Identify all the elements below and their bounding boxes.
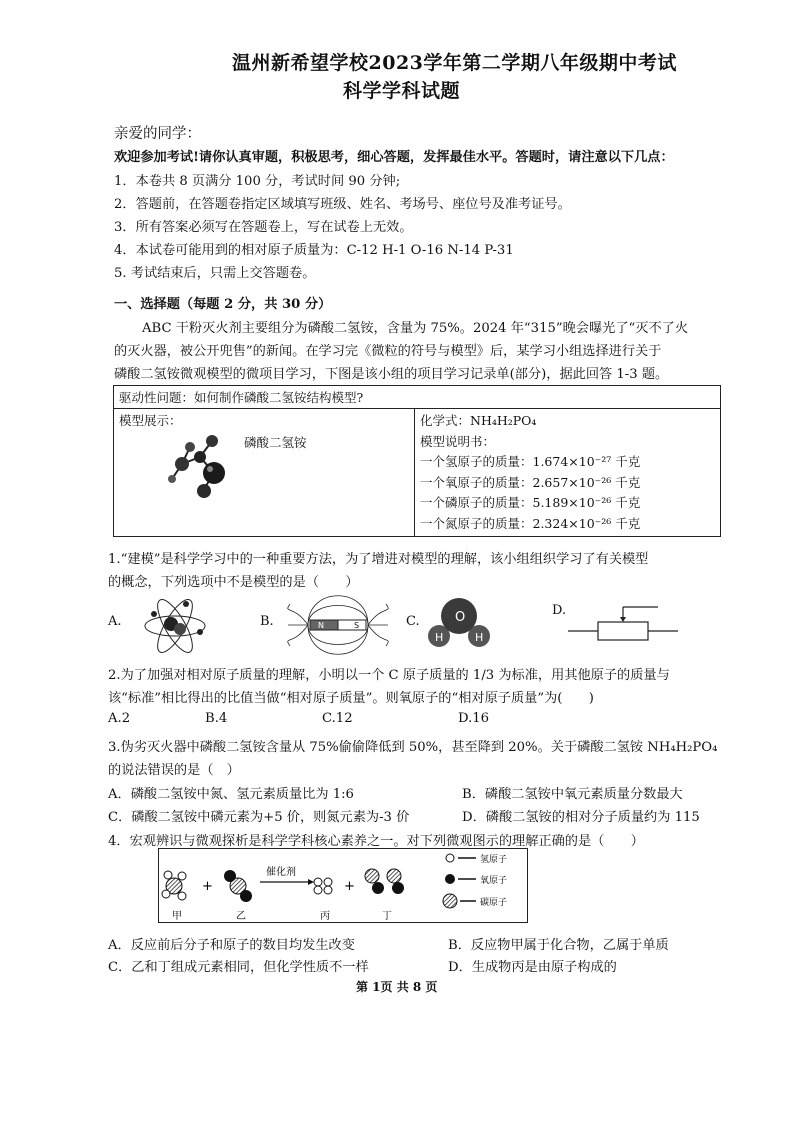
oxygen-legend-icon	[445, 874, 455, 884]
molecule-yi-icon	[224, 870, 252, 902]
q4-stem: 4．宏观辨识与微观探析是科学学科核心素养之一。对下列微观图示的理解正确的是（ ）	[108, 834, 644, 849]
legend-hydrogen: 氢原子	[480, 855, 508, 865]
q3-option-a: A．磷酸二氢铵中氮、氢元素质量比为 1:6	[108, 787, 354, 802]
note-5: 5. 考试结束后，只需上交答题卷。	[114, 266, 316, 281]
q1-option-c: C.	[406, 614, 420, 629]
model-name: 磷酸二氢铵	[244, 435, 307, 450]
mass-oxygen: 一个氧原子的质量：2.657×10⁻²⁶ 千克	[420, 474, 641, 490]
molecule-bing-icon	[314, 878, 332, 894]
molecule-jia-icon	[162, 871, 186, 900]
note-3: 3．所有答案必须写在答题卷上，写在试卷上无效。	[114, 220, 413, 235]
q2-option-b: B.4	[205, 711, 228, 726]
q3-option-d: D．磷酸二氢铵的相对分子质量约为 115	[462, 810, 700, 825]
q1-stem-2: 的概念，下列选项中不是模型的是（ ）	[108, 575, 359, 590]
mass-phosphorus: 一个磷原子的质量：5.189×10⁻²⁶ 千克	[420, 495, 641, 510]
q4-option-a: A．反应前后分子和原子的数目均发生改变	[108, 938, 355, 953]
q1-option-b: B.	[260, 614, 274, 629]
passage-line-3: 磷酸二氢铵微观模型的微项目学习，下图是该小组的项目学习记录单(部分)，据此回答 1-3 题。	[114, 367, 669, 382]
page-footer: 第 1页 共 8 页	[356, 980, 438, 994]
q3-stem-1: 3.伪劣灭火器中磷酸二氢铵含量从 75%偷偷降低到 50%，甚至降到 20%。关于磷酸二氢铵 NH₄H₂PO₄	[108, 740, 718, 755]
passage-line-1: ABC 干粉灭火剂主要组分为磷酸二氢铵，含量为 75%。2024 年“315”晚会曝光了“灭不了火	[142, 321, 689, 336]
label-yi: 乙	[236, 911, 246, 922]
q4-option-b: B．反应物甲属于化合物，乙属于单质	[448, 938, 669, 953]
exam-subtitle: 科学学科试题	[343, 80, 461, 102]
carbon-legend-icon	[443, 894, 457, 908]
q4-option-c: C．乙和丁组成元素相同，但化学性质不一样	[108, 960, 369, 975]
q3-option-b: B．磷酸二氢铵中氧元素质量分数最大	[462, 787, 683, 802]
record-table	[113, 385, 721, 537]
water-o-label: O	[455, 610, 466, 625]
manual-cell	[415, 409, 721, 537]
diagram-legend	[443, 853, 507, 908]
label-ding: 丁	[382, 911, 392, 922]
molecule-ding-icon	[365, 869, 404, 894]
rheostat-symbol-icon	[568, 605, 678, 645]
model-label: 模型展示：	[119, 413, 182, 428]
magnetic-field-icon	[288, 594, 388, 656]
water-molecule-icon	[424, 594, 494, 654]
section-heading: 一、选择题（每题 2 分，共 30 分）	[114, 297, 332, 312]
label-jia: 甲	[172, 911, 182, 922]
q2-option-a: A.2	[108, 711, 131, 726]
legend-carbon: 碳原子	[480, 898, 508, 908]
q2-stem-2: 该“标准”相比得出的比值当做“相对原子质量”。则氧原子的“相对原子质量”为( )	[108, 691, 594, 706]
welcome-text: 欢迎参加考试!请你认真审题，积极思考，细心答题，发挥最佳水平。答题时，请注意以下几点：	[114, 150, 674, 165]
manual-label: 模型说明书：	[420, 433, 496, 449]
atom-model-icon	[140, 596, 210, 656]
mass-hydrogen: 一个氢原子的质量：1.674×10⁻²⁷ 千克	[420, 454, 641, 469]
reaction-diagram	[158, 848, 528, 923]
mass-nitrogen: 一个氮原子的质量：2.324×10⁻²⁶ 千克	[420, 515, 641, 531]
q2-option-c: C.12	[322, 711, 353, 726]
catalyst-label: 催化剂	[266, 867, 296, 878]
hydrogen-legend-icon	[446, 854, 454, 862]
note-2: 2．答题前，在答题卷指定区域填写班级、姓名、考场号、座位号及准考证号。	[114, 197, 571, 212]
magnet-n-label: N	[318, 621, 324, 630]
q2-option-d: D.16	[458, 711, 490, 726]
exam-title: 温州新希望学校2023学年第二学期八年级期中考试	[232, 52, 677, 74]
model-cell	[114, 409, 415, 537]
q1-option-d: D.	[552, 603, 567, 618]
plus-sign-1: +	[202, 879, 213, 894]
q2-stem-1: 2.为了加强对相对原子质量的理解，小明以一个 C 原子质量的 1/3 为标准，用其他原子的质量与	[108, 668, 670, 683]
q1-stem-1: 1.“建模”是科学学习中的一种重要方法，为了增进对模型的理解，该小组组织学习了有关模型	[108, 552, 649, 567]
q1-option-a: A.	[108, 614, 122, 629]
note-1: 1．本卷共 8 页满分 100 分，考试时间 90 分钟;	[114, 174, 401, 189]
note-4: 4．本试卷可能用到的相对原子质量为：C-12 H-1 O-16 N-14 P-31	[114, 243, 514, 258]
q3-option-c: C．磷酸二氢铵中磷元素为+5 价，则氮元素为-3 价	[108, 810, 410, 825]
formula: 化学式：NH₄H₂PO₄	[420, 413, 537, 428]
q4-option-d: D．生成物丙是由原子构成的	[448, 960, 617, 975]
water-h1-label: H	[435, 631, 444, 644]
greeting: 亲爱的同学：	[114, 126, 201, 142]
ball-stick-model-icon	[152, 429, 242, 509]
label-bing: 丙	[320, 911, 330, 922]
passage-line-2: 的灭火器，被公开兜售”的新闻。在学习完《微粒的符号与模型》后，某学习小组选择进行关于	[114, 344, 662, 359]
magnet-s-label: S	[354, 621, 360, 630]
driving-question: 驱动性问题：如何制作磷酸二氢铵结构模型?	[114, 386, 721, 409]
water-h2-label: H	[475, 631, 484, 644]
q3-stem-2: 的说法错误的是（ ）	[108, 763, 240, 778]
legend-oxygen: 氧原子	[480, 876, 508, 886]
plus-sign-2: +	[344, 879, 355, 894]
